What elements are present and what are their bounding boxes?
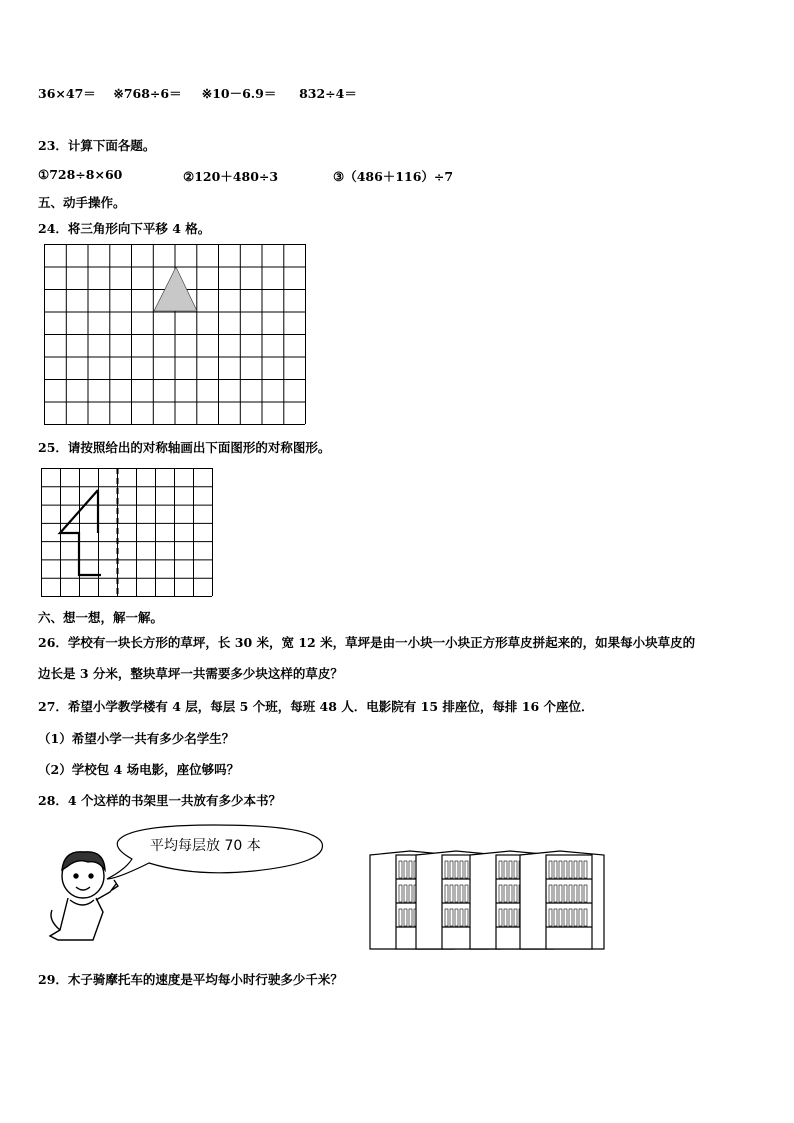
q28-title: 28．4 个这样的书架里一共放有多少本书？	[38, 793, 281, 808]
q23-items	[38, 167, 738, 183]
q27-title: 27．希望小学教学楼有 4 层，每层 5 个班，每班 48 人．电影院有 15 排座位，每排 16 个座位．	[38, 699, 594, 714]
q27-sub-2: （2）学校包 4 场电影，座位够吗？	[38, 762, 240, 777]
calc-item: 36×47＝	[38, 86, 96, 101]
bookshelf	[520, 851, 604, 949]
q25-title: 25．请按照给出的对称轴画出下面图形的对称图形。	[38, 440, 331, 455]
calc-item: 832÷4＝	[299, 86, 357, 101]
bookshelves-illustration	[366, 845, 611, 955]
q23-title: 23．计算下面各题。	[38, 138, 156, 153]
q23-item-3: ③（486＋116）÷7	[333, 169, 454, 184]
q26-line-2: 边长是 3 分米，整块草坪一共需要多少块这样的草皮？	[38, 666, 343, 681]
q27-sub-1: （1）希望小学一共有多少名学生？	[38, 731, 235, 746]
q26-line-1: 26．学校有一块长方形的草坪，长 30 米，宽 12 米，草坪是由一小块一小块正方形草皮拼起来的，如果每小块草皮的	[38, 635, 696, 650]
calc-row	[38, 84, 357, 102]
q25-grid	[41, 468, 213, 597]
half-figure-shape	[60, 490, 101, 575]
q26-text	[38, 627, 758, 689]
q23-item-2: ②120＋480÷3	[183, 169, 279, 184]
speech-bubble-text: 平均每层放 70 本	[150, 838, 261, 854]
calc-item: ※10－6.9＝	[201, 86, 277, 101]
section-6-heading: 六、想一想，解一解。	[38, 610, 164, 625]
q24-grid	[44, 244, 306, 425]
section-5-heading: 五、动手操作。	[38, 195, 126, 210]
q23-item-1: ①728÷8×60	[38, 167, 123, 182]
q29-title: 29．木子骑摩托车的速度是平均每小时行驶多少千米？	[38, 972, 343, 987]
calc-item: ※768÷6＝	[113, 86, 182, 101]
q24-title: 24．将三角形向下平移 4 格。	[38, 221, 211, 236]
